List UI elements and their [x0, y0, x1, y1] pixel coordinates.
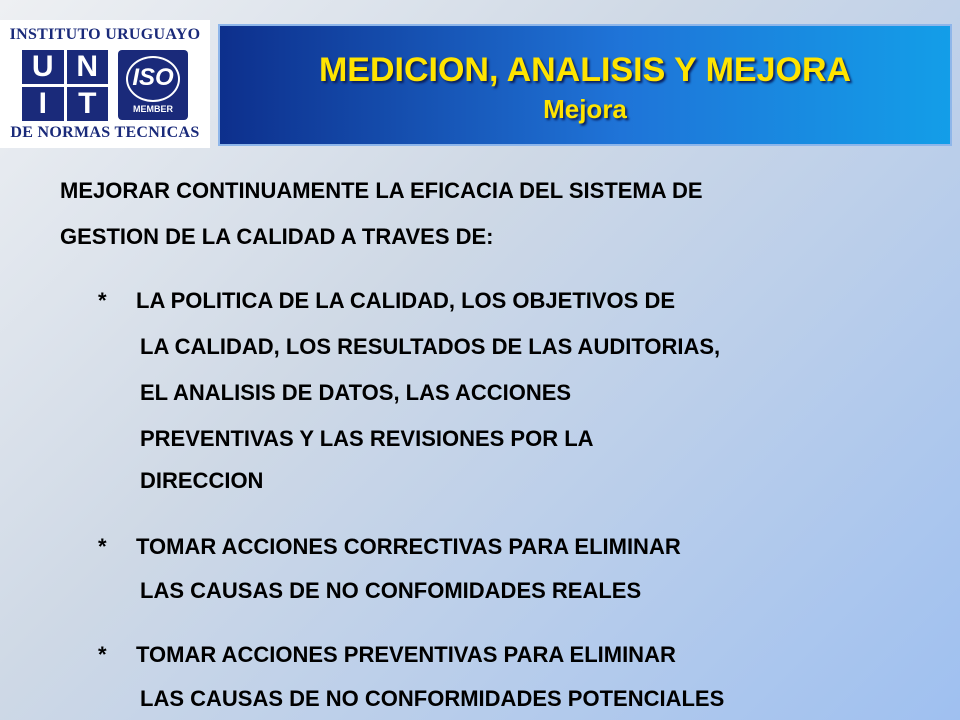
- intro-line-1: MEJORAR CONTINUAMENTE LA EFICACIA DEL SISTEMA DE: [60, 178, 703, 203]
- unit-letter-u: U: [22, 50, 64, 84]
- bullet-1-line-4: PREVENTIVAS Y LAS REVISIONES POR LA: [140, 426, 594, 451]
- bullet-1-line-1: LA POLITICA DE LA CALIDAD, LOS OBJETIVOS DE: [136, 288, 676, 313]
- bullet-3-line-2: LAS CAUSAS DE NO CONFORMIDADES POTENCIALES: [140, 686, 725, 711]
- intro-line-2: GESTION DE LA CALIDAD A TRAVES DE:: [60, 224, 494, 249]
- iso-text: ISO: [132, 64, 174, 91]
- bullet-3-line-1: TOMAR ACCIONES PREVENTIVAS PARA ELIMINAR: [136, 642, 676, 667]
- logo-top-text: INSTITUTO URUGUAYO: [9, 26, 201, 43]
- bullet-1-line-2: LA CALIDAD, LOS RESULTADOS DE LAS AUDITORIAS,: [140, 334, 721, 359]
- bullet-1-line-3: EL ANALISIS DE DATOS, LAS ACCIONES: [140, 380, 572, 405]
- bullet-1-line-5: DIRECCION: [140, 468, 264, 493]
- unit-letter-n: N: [67, 50, 109, 84]
- bullet-2-marker: *: [98, 534, 107, 559]
- bullet-3-marker: *: [98, 642, 107, 667]
- bullet-1-marker: *: [98, 288, 107, 313]
- slide-title: MEDICION, ANALISIS Y MEJORA: [318, 51, 852, 89]
- iso-member-text: MEMBER: [133, 104, 173, 114]
- logo-bottom-text: DE NORMAS TECNICAS: [10, 124, 200, 141]
- slide-subtitle: Mejora: [543, 94, 627, 124]
- bullet-2-line-2: LAS CAUSAS DE NO CONFOMIDADES REALES: [140, 578, 642, 603]
- unit-letter-t: T: [67, 87, 109, 121]
- bullet-2-line-1: TOMAR ACCIONES CORRECTIVAS PARA ELIMINAR: [136, 534, 681, 559]
- unit-letter-i: I: [22, 87, 64, 121]
